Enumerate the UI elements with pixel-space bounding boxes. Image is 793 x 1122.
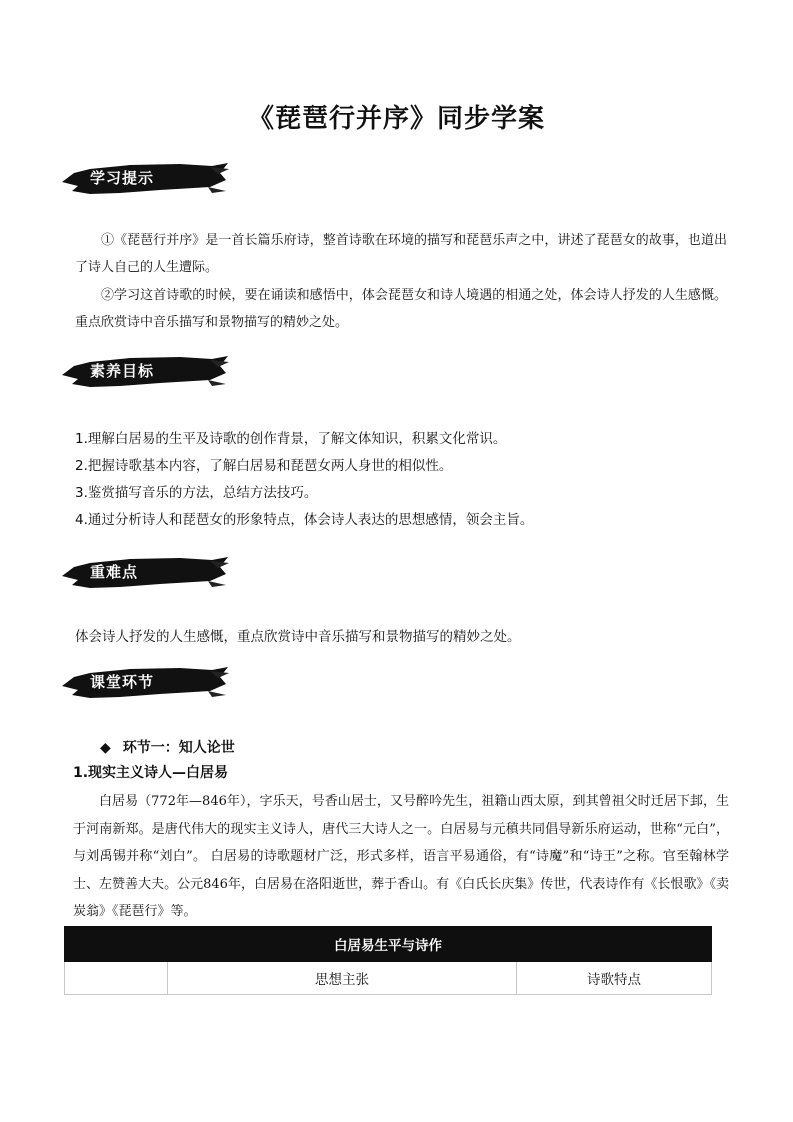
section-heading-keypoints: 重难点 <box>90 563 139 581</box>
tips-paragraph-2: ②学习这首诗歌的时候，要在诵读和感悟中，体会琵琶女和诗人境遇的相通之处，体会诗人抒发的人生感慨。重点欣赏诗中音乐描写和景物描写的精妙之处。 <box>75 288 727 330</box>
section-heading-tips: 学习提示 <box>90 169 155 187</box>
list-item: 1.理解白居易的生平及诗歌的创作背景，了解文体知识，积累文化常识。 <box>75 431 507 447</box>
step-title: 环节一：知人论世 <box>122 740 235 756</box>
section-banner-keypoints <box>60 554 230 592</box>
keypoints-text: 体会诗人抒发的人生感慨，重点欣赏诗中音乐描写和景物描写的精妙之处。 <box>75 629 521 645</box>
section-heading-goals: 素养目标 <box>90 362 155 380</box>
list-item: 3.鉴赏描写音乐的方法，总结方法技巧。 <box>75 485 318 501</box>
tips-paragraph-1: ①《琵琶行并序》是一首长篇乐府诗，整首诗歌在环境的描写和琵琶乐声之中，讲述了琵琶女的故事，也道出了诗人自己的人生遭际。 <box>75 233 727 275</box>
list-item: 2.把握诗歌基本内容，了解白居易和琵琶女两人身世的相似性。 <box>75 458 453 474</box>
subheading: 1.现实主义诗人—白居易 <box>73 765 229 781</box>
page-title: 《琵琶行并序》同步学案 <box>247 104 545 134</box>
section-banner-goals <box>60 353 230 391</box>
table-header-cell: 思想主张 <box>168 962 517 995</box>
table-caption: 白居易生平与诗作 <box>65 927 712 962</box>
table-header-cell <box>65 962 168 995</box>
diamond-bullet-icon: ◆ <box>100 740 111 756</box>
list-item: 4.通过分析诗人和琵琶女的形象特点，体会诗人表达的思想感情，领会主旨。 <box>75 512 534 528</box>
biography-paragraph: 白居易（772年—846年），字乐天，号香山居士，又号醉吟先生，祖籍山西太原，到其曾祖父时迁居下邽，生于河南新郑。是唐代伟大的现实主义诗人，唐代三大诗人之一。白居易与元稹共同倡导新乐府运动，世称“元白”，与刘禹锡并称“刘白”。 白居易的诗歌题材广泛，形式多样，语言平易通俗，有“诗魔”和“诗王”之称。官至翰林学士、左赞善大夫。公元846年，白居易在洛阳逝世，葬于香山。有《白氏长庆集》传世，代表诗作有《长恨歌》《卖炭翁》《琵琶行》等。 <box>73 794 729 919</box>
step-heading <box>100 737 235 757</box>
brush-stroke-icon <box>60 554 230 592</box>
poet-table <box>64 926 712 995</box>
section-banner-tips <box>60 160 230 198</box>
goals-list <box>75 426 727 534</box>
table-header-cell: 诗歌特点 <box>517 962 712 995</box>
section-banner-class <box>60 664 230 702</box>
section-heading-class: 课堂环节 <box>90 673 155 691</box>
table-row <box>65 962 712 995</box>
